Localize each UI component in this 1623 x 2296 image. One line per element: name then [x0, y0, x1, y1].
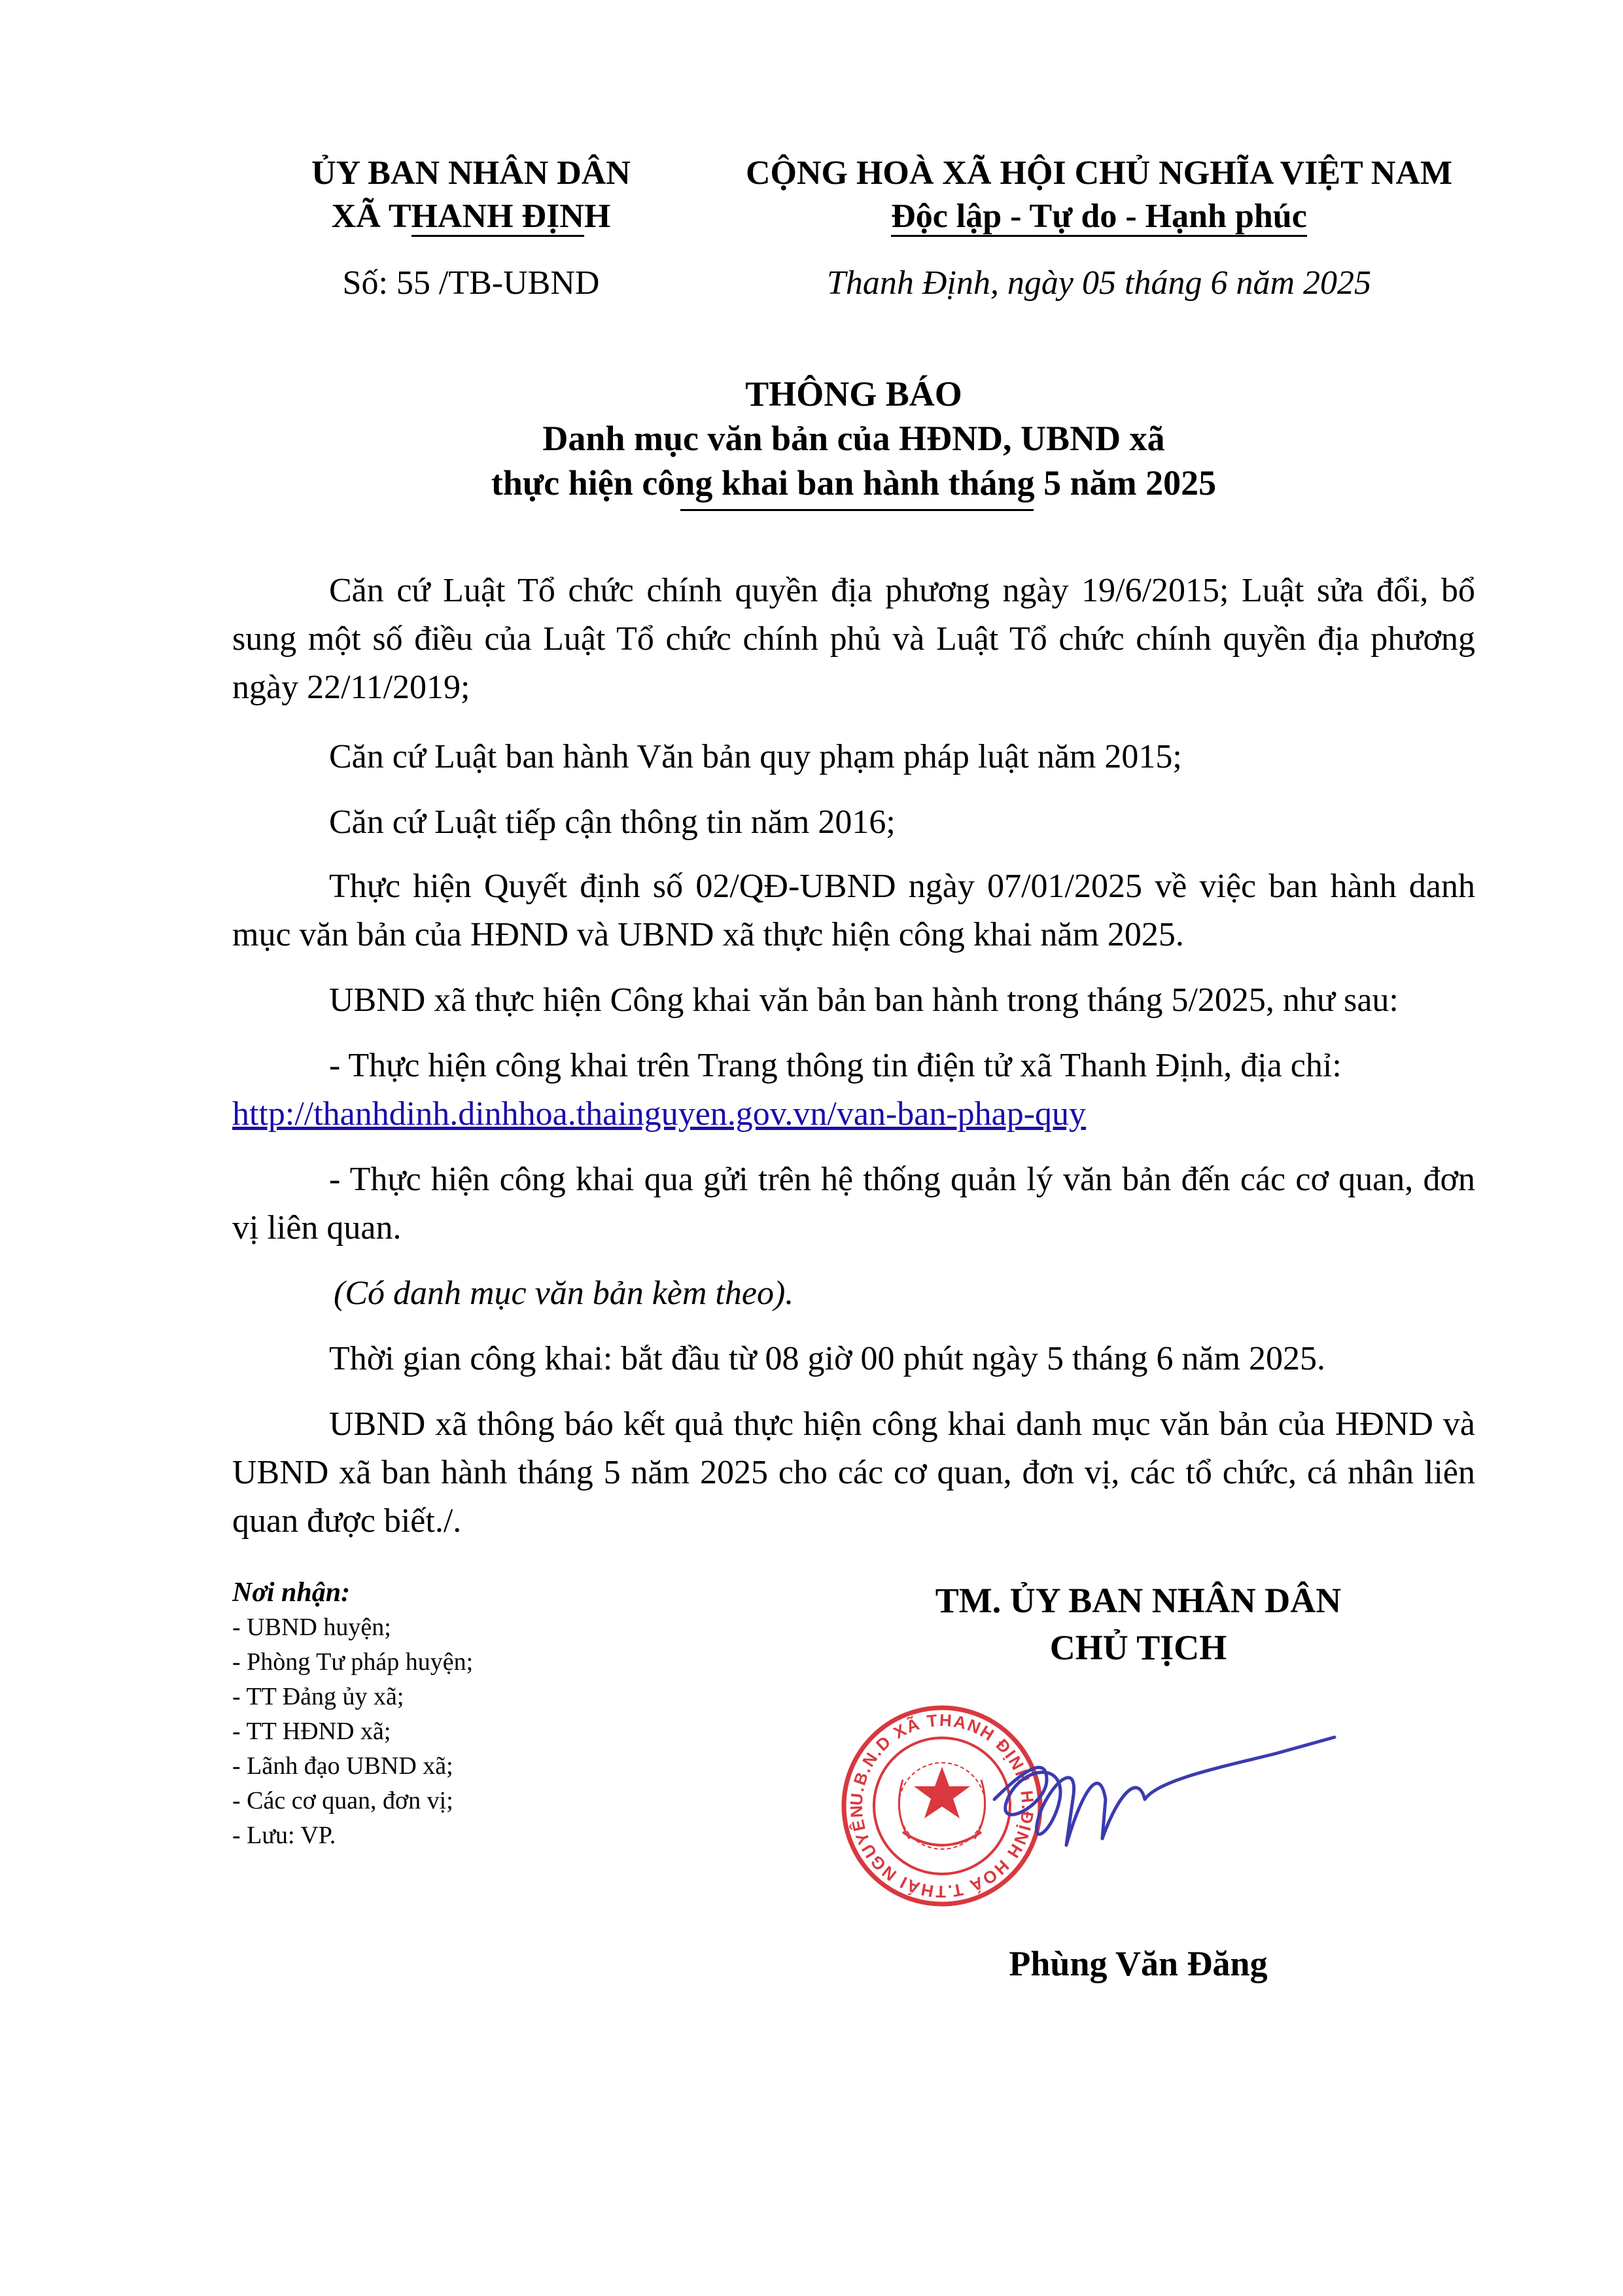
signer-position: CHỦ TỊCH	[1049, 1628, 1227, 1667]
document-kind: THÔNG BÁO	[745, 374, 962, 414]
recipient-item: - UBND huyện;	[232, 1614, 391, 1641]
handwritten-signature-icon	[994, 1737, 1335, 1845]
official-seal-icon	[844, 1708, 1040, 1904]
body-paragraph-3: Căn cứ Luật tiếp cận thông tin năm 2016;	[329, 804, 896, 841]
agency-line-2-prefix: XÃ T	[331, 198, 411, 235]
recipient-item: - Lưu: VP.	[232, 1822, 336, 1849]
document-number: Số: 55 /TB-UBND	[342, 264, 600, 302]
agency-line-2-suffix: H	[584, 198, 611, 235]
body-paragraph-2: Căn cứ Luật ban hành Văn bản quy phạm pháp luật năm 2015;	[329, 738, 1182, 775]
title-line-2: thực hiện công khai ban hành tháng 5 năm 2025	[491, 463, 1217, 503]
body-paragraph-10: UBND xã thông báo kết quả thực hiện công khai danh mục văn bản của HĐND và UBND xã ban hành tháng 5 năm 2025 cho các cơ quan, đơn vị, các tổ chức, cá nhân liên quan được biết./.	[232, 1405, 1475, 1540]
motto-text: Độc lập - Tự do - Hạnh phúc	[891, 198, 1307, 237]
recipients-title: Nơi nhận:	[232, 1578, 351, 1608]
body-paragraph-8: (Có danh mục văn bản kèm theo).	[334, 1275, 794, 1312]
agency-line-2-underlined: HANH ĐỊN	[411, 198, 584, 237]
body-link-line	[232, 1090, 1475, 1139]
recipient-item: - TT HĐND xã;	[232, 1718, 391, 1745]
recipient-item: - Lãnh đạo UBND xã;	[232, 1752, 453, 1780]
recipient-item: - Phòng Tư pháp huyện;	[232, 1648, 474, 1676]
place-date: Thanh Định, ngày 05 tháng 6 năm 2025	[827, 264, 1371, 302]
body-paragraph-4: Thực hiện Quyết định số 02/QĐ-UBND ngày 07/01/2025 về việc ban hành danh mục văn bản của HĐND và UBND xã thực hiện công khai năm 2025.	[232, 868, 1475, 953]
motto	[713, 195, 1485, 238]
body-paragraph-7: - Thực hiện công khai qua gửi trên hệ thống quản lý văn bản đến các cơ quan, đơn vị liên quan.	[232, 1161, 1475, 1246]
agency-line-1: ỦY BAN NHÂN DÂN	[311, 154, 631, 192]
signer-name: Phùng Văn Đăng	[1009, 1944, 1268, 1983]
title-divider	[680, 509, 1034, 511]
title-line-1: Danh mục văn bản của HĐND, UBND xã	[542, 419, 1165, 458]
document-title	[232, 372, 1475, 505]
agency-name	[275, 152, 667, 238]
body-paragraph-6: - Thực hiện công khai trên Trang thông tin điện tử xã Thanh Định, địa chỉ:	[329, 1047, 1342, 1084]
agency-line-2	[275, 195, 667, 238]
recipients-block	[232, 1576, 473, 1853]
national-title: CỘNG HOÀ XÃ HỘI CHỦ NGHĨA VIỆT NAM	[745, 154, 1453, 192]
body-paragraph-1: Căn cứ Luật Tổ chức chính quyền địa phương ngày 19/6/2015; Luật sửa đổi, bổ sung một số điều của Luật Tổ chức chính phủ và Luật Tổ chức chính quyền địa phương ngày 22/11/2019;	[232, 572, 1475, 706]
seal-and-signature	[831, 1701, 1472, 1917]
svg-text:U.B.N.D XÃ THANH ĐỊNH H.ĐỊNH H: U.B.N.D XÃ THANH ĐỊNH H.ĐỊNH HOÁ T.THÁI NGUYÊN	[846, 1710, 1038, 1902]
body-paragraph-5: UBND xã thực hiện Công khai văn bản ban hành trong tháng 5/2025, như sau:	[329, 981, 1399, 1019]
signature-heading	[844, 1577, 1433, 1671]
on-behalf-of: TM. ỦY BAN NHÂN DÂN	[935, 1581, 1342, 1620]
recipient-item: - Các cơ quan, đơn vị;	[232, 1787, 453, 1814]
website-link[interactable]: http://thanhdinh.dinhhoa.thainguyen.gov.vn/van-ban-phap-quy	[232, 1095, 1087, 1133]
recipient-item: - TT Đảng ủy xã;	[232, 1683, 404, 1710]
body-paragraph-9: Thời gian công khai: bắt đầu từ 08 giờ 00 phút ngày 5 tháng 6 năm 2025.	[329, 1340, 1326, 1377]
